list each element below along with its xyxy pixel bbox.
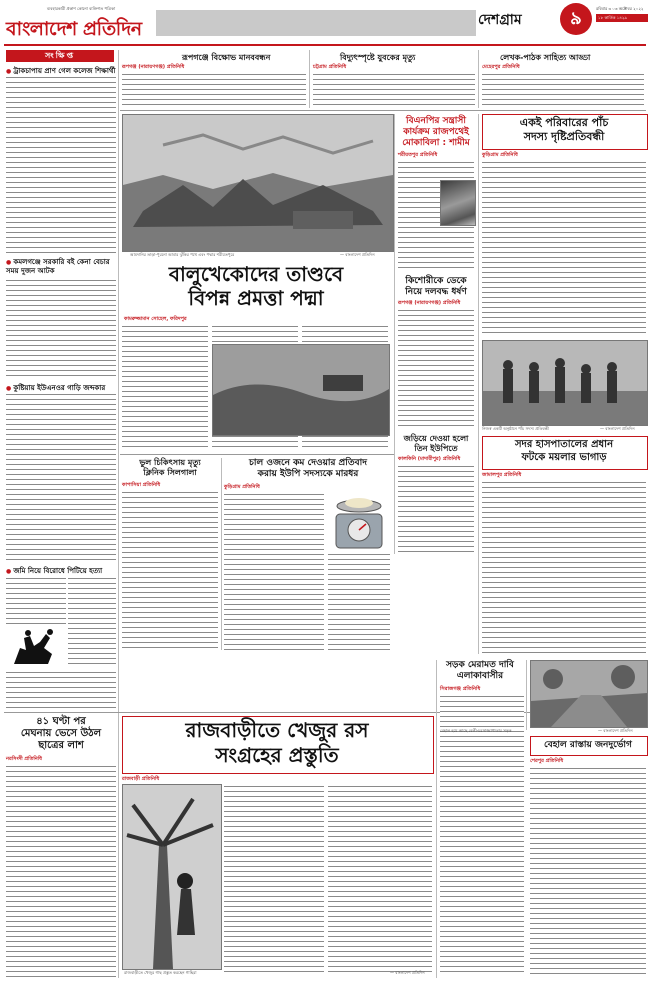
side-headline-1-line-2: কার্যক্রম রাজপথেই bbox=[403, 127, 469, 137]
lead-headline[interactable] bbox=[122, 262, 390, 310]
bottom-right-photo bbox=[530, 660, 648, 728]
bottom-right-photo-credit: — বাংলাদেশ প্রতিদিন bbox=[598, 728, 633, 733]
bottom-right-photo-caption: বেহাল হয়ে আছে বেলী-চরসাজ্জাপাতার সড়ক bbox=[440, 728, 512, 733]
bottom-main-body-2 bbox=[328, 784, 432, 974]
brief-body-2 bbox=[6, 278, 116, 378]
strip-body-3 bbox=[482, 72, 644, 108]
brief-body-4b bbox=[68, 576, 116, 668]
side-headline-2[interactable] bbox=[398, 276, 474, 298]
bottom-mid-right-body bbox=[440, 694, 524, 974]
scale-illustration bbox=[328, 494, 390, 550]
strip-byline-2: চট্টগ্রাম প্রতিনিধি bbox=[313, 64, 347, 70]
middle-body-1 bbox=[122, 490, 218, 650]
page-number-badge: ৯ bbox=[560, 3, 592, 35]
brief-title-3[interactable]: ● কুষ্টিয়ায় ইউএনওর গাড়ি জব্দকার bbox=[6, 382, 116, 394]
lead-headline-line-2: বিপন্ন প্রমত্তা পদ্মা bbox=[188, 286, 324, 310]
side-headline-2-line-2: নিয়ে দলবদ্ধ ধর্ষণ bbox=[405, 287, 467, 297]
bottom-mid-right-headline[interactable] bbox=[440, 660, 520, 682]
bottom-right-byline: শেরপুর প্রতিনিধি bbox=[530, 758, 564, 764]
lead-headline-line-1: বালুখেকোদের তাণ্ডবে bbox=[168, 262, 344, 286]
side-headline-1[interactable] bbox=[398, 116, 474, 149]
middle-headline-2[interactable] bbox=[224, 458, 392, 480]
side-photo-1 bbox=[440, 180, 476, 226]
masthead-rule bbox=[4, 44, 646, 46]
side-headline-3-line-1: জড়িয়ে দেওয়া হলো bbox=[403, 434, 469, 443]
middle-headline-1[interactable] bbox=[122, 458, 218, 478]
column-divider bbox=[309, 50, 310, 108]
side-byline-3: কালকিনি (মাদারীপুর) প্রতিনিধি bbox=[398, 456, 461, 462]
column-divider bbox=[478, 50, 479, 108]
side-headline-1-line-3: মোকাবিলা : শামীম bbox=[402, 138, 470, 148]
bottom-main-headline-line-2: সংগ্রহের প্রস্তুতি bbox=[215, 743, 339, 767]
masthead-logo[interactable] bbox=[6, 6, 156, 42]
column-divider bbox=[118, 50, 119, 740]
column-divider bbox=[221, 458, 222, 650]
lead-body-col-1 bbox=[122, 324, 208, 450]
middle-byline-2: কুড়িগ্রাম প্রতিনিধি bbox=[224, 484, 260, 490]
date-block bbox=[596, 6, 648, 22]
column-divider bbox=[118, 716, 119, 978]
column-divider bbox=[478, 114, 479, 654]
masthead-band bbox=[156, 10, 476, 36]
brief-title-4[interactable]: ● জমি নিয়ে বিরোধে পিটিয়ে হত্যা bbox=[6, 565, 116, 577]
middle-body-2b bbox=[328, 552, 390, 650]
strip-body-2 bbox=[313, 72, 475, 108]
side-byline-2: রূপগঞ্জ (নারায়ণগঞ্জ) প্রতিনিধি bbox=[398, 300, 461, 306]
bottom-left-headline-line-2: মেঘনায় ভেসে উঠল bbox=[20, 728, 102, 739]
date-bangla: ১৮ কার্তিক ১৪২৯ bbox=[596, 14, 648, 22]
right-byline-2: জামালপুর প্রতিনিধি bbox=[482, 472, 522, 478]
strip-byline-1: রূপগঞ্জ (নারায়ণগঞ্জ) প্রতিনিধি bbox=[122, 64, 185, 70]
brief-title-1[interactable]: ● ট্রাকচাপায় প্রাণ গেল কলেজ শিক্ষার্থী bbox=[6, 65, 116, 77]
bottom-main-byline: রাজবাড়ী প্রতিনিধি bbox=[122, 776, 160, 782]
bottom-mid-right-headline-line-1: সড়ক মেরামত দাবি bbox=[446, 660, 514, 670]
side-headline-3[interactable] bbox=[398, 434, 474, 454]
bottom-mid-right-byline: সিরাজগঞ্জ প্রতিনিধি bbox=[440, 686, 481, 692]
column-divider bbox=[436, 660, 437, 978]
brief-body-4a bbox=[6, 576, 66, 624]
middle-byline-1: কাপাসিয়া প্রতিনিধি bbox=[122, 482, 161, 488]
side-body-3 bbox=[398, 464, 474, 554]
bottom-mid-right-headline-line-2: এলাকাবাসীর bbox=[456, 671, 504, 681]
section-rule bbox=[120, 110, 646, 111]
side-byline-1: শরীয়তপুর প্রতিনিধি bbox=[398, 152, 438, 158]
bottom-right-headline[interactable]: বেহাল রাস্তায় জনদুর্ভোগ bbox=[544, 740, 632, 750]
right-headline-2-line-1: সদর হাসপাতালের প্রধান bbox=[514, 439, 614, 450]
right-headline-1-line-2: সদস্য দৃষ্টিপ্রতিবন্ধী bbox=[523, 130, 605, 143]
bottom-left-headline-line-1: ৪১ ঘণ্টা পর bbox=[36, 716, 86, 727]
right-photo-1 bbox=[482, 340, 648, 426]
lead-photo bbox=[122, 114, 394, 252]
side-headline-1-line-1: বিএনপির সন্ত্রাসী bbox=[406, 116, 466, 126]
bottom-left-byline: নরসিংদী প্রতিনিধি bbox=[6, 756, 42, 762]
lead-photo-credit: — বাংলাদেশ প্রতিদিন bbox=[340, 252, 375, 257]
strip-headline-1[interactable]: রূপগঞ্জে বিক্ষোভ মানববন্ধন bbox=[182, 53, 271, 62]
side-headline-2-line-1: কিশোরীকে ডেকে bbox=[405, 276, 467, 286]
side-body-2 bbox=[398, 308, 474, 430]
bottom-main-headline[interactable] bbox=[124, 718, 430, 768]
right-headline-2[interactable] bbox=[484, 438, 644, 464]
middle-headline-2-line-1: চাল ওজনে কম দেওয়ার প্রতিবাদ bbox=[249, 458, 367, 468]
bottom-main-headline-line-1: রাজবাড়ীতে খেজুর রস bbox=[185, 718, 369, 742]
bottom-main-photo bbox=[122, 784, 222, 970]
date-gregorian: রবিবার ৩ ০৩ অক্টোবর ২০২২ bbox=[596, 6, 644, 11]
column-divider bbox=[394, 114, 395, 554]
right-headline-1-line-1: একই পরিবারের পাঁচ bbox=[519, 116, 609, 129]
column-divider bbox=[526, 660, 527, 730]
silhouette-illustration bbox=[6, 628, 64, 666]
newspaper-name: বাংলাদেশ প্রতিদিন bbox=[6, 18, 142, 40]
bottom-left-headline[interactable] bbox=[6, 716, 116, 752]
brief-title-2[interactable]: ● কমলগঞ্জে সরকারি বই কেনা বেচার সময় দুজন আটক bbox=[6, 258, 116, 276]
bottom-right-body bbox=[530, 766, 646, 974]
right-headline-2-line-2: ফটকে ময়লার ভাগাড় bbox=[521, 452, 607, 463]
middle-headline-2-line-2: করায় ইউপি সদস্যকে মারধর bbox=[257, 469, 359, 479]
bottom-main-photo-caption: রাজবাড়ীতে খেজুর গাছ প্রস্তুত করছেন গাছিরা bbox=[124, 970, 197, 975]
strip-headline-2[interactable]: বিদ্যুৎস্পৃষ্টে যুবকের মৃত্যু bbox=[340, 53, 416, 62]
right-photo-1-credit: — বাংলাদেশ প্রতিদিন bbox=[600, 426, 635, 431]
strip-body-1 bbox=[122, 72, 306, 108]
brief-news-header: সংক্ষিপ্ত bbox=[6, 50, 114, 62]
lead-photo-caption: আমদানির তাড়া-পুরনো আবার ঝুঁকির পথে এবং পদ্মার শরীয়তপুরে bbox=[130, 252, 235, 257]
right-headline-1[interactable] bbox=[484, 116, 644, 144]
bottom-main-body-1 bbox=[224, 784, 324, 974]
middle-headline-1-line-1: ভুল চিকিৎসায় মৃত্যু bbox=[139, 458, 201, 467]
bottom-left-headline-line-3: ছাত্রের লাশ bbox=[38, 740, 84, 751]
brief-body-3 bbox=[6, 392, 116, 560]
brief-body-1 bbox=[6, 75, 116, 255]
bottom-main-photo-credit: — বাংলাদেশ প্রতিদিন bbox=[390, 970, 425, 975]
lead-byline: কামরুজ্জামান সোহেল, ফরিদপুর bbox=[124, 316, 187, 322]
side-headline-3-line-2: তিন ইউপিতে bbox=[414, 444, 458, 453]
lead-inset-photo bbox=[212, 344, 390, 436]
section-rule bbox=[120, 454, 394, 455]
middle-body-2a bbox=[224, 492, 324, 650]
right-byline-1: কুড়িগ্রাম প্রতিনিধি bbox=[482, 152, 518, 158]
brief-body-4c bbox=[6, 670, 116, 710]
bottom-left-body bbox=[6, 764, 116, 978]
middle-headline-1-line-2: ক্লিনিক সিলগালা bbox=[143, 468, 197, 477]
right-body-2 bbox=[482, 480, 646, 654]
strip-byline-3: মেহেরপুর প্রতিনিধি bbox=[482, 64, 520, 70]
section-title: দেশগ্রাম bbox=[478, 12, 522, 28]
masthead-tagline: ব্যবহারকারী প্রকাশ কোনো ব্যক্তিগত পত্রিকা bbox=[46, 6, 116, 11]
right-photo-1-caption: নিজস্ব একটি অনুষ্ঠানে পাঁচ সদস্য প্রতিবন্ধী bbox=[482, 426, 549, 431]
right-body-1 bbox=[482, 160, 646, 336]
strip-headline-3[interactable]: লেখক-পাঠক সাহিত্য আড্ডা bbox=[500, 53, 591, 62]
